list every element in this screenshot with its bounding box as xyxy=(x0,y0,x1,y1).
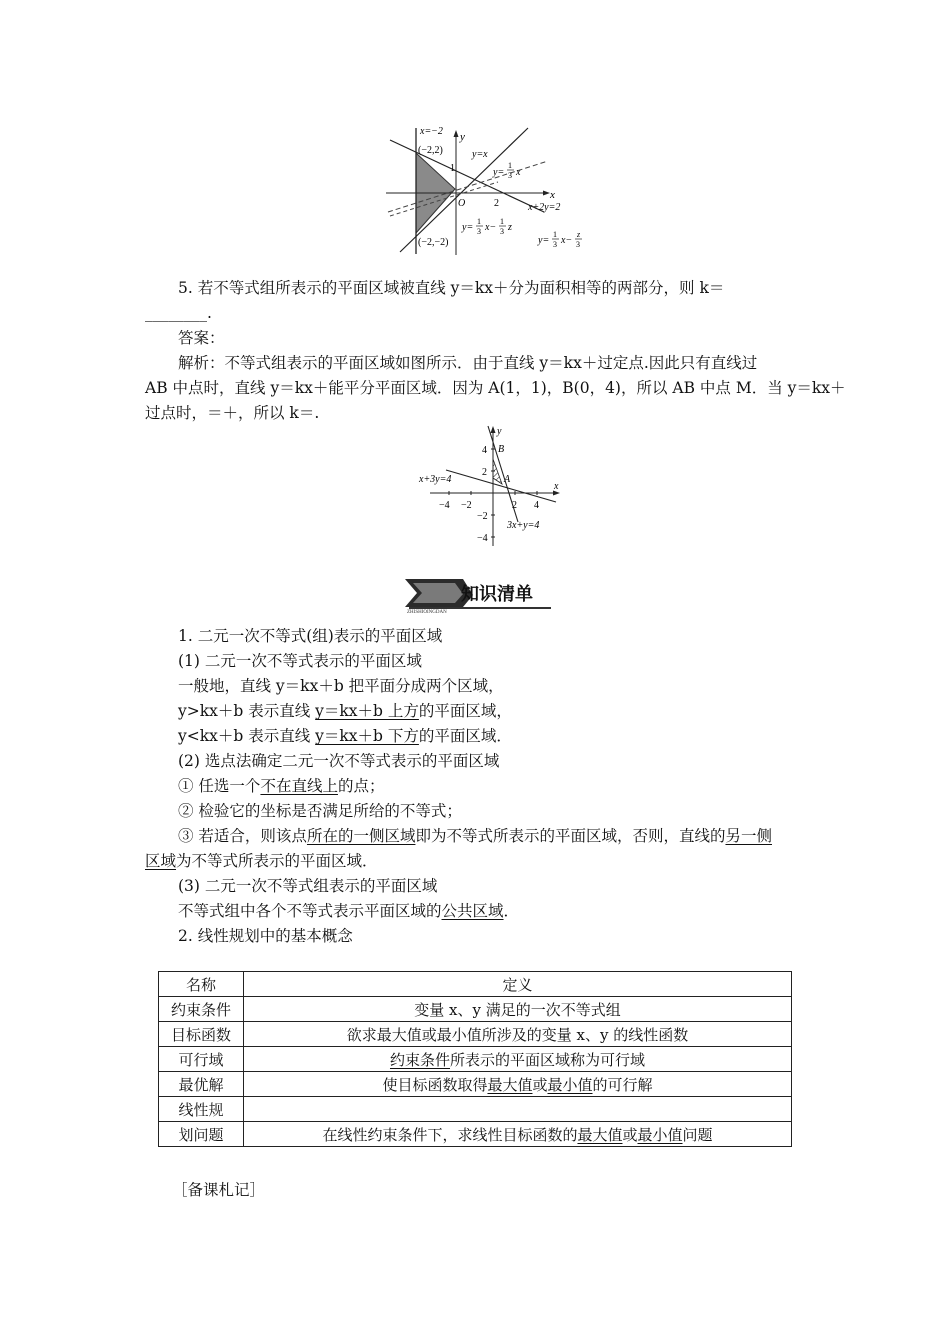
figure-feasible-region-2 xyxy=(418,422,568,552)
svg-text:(−2,−2): (−2,−2) xyxy=(418,237,449,248)
svg-text:B: B xyxy=(498,444,505,455)
banner-title: 知识清单 xyxy=(461,584,533,604)
table-row: 目标函数 欲求最大值或最小值所涉及的变量 x、y 的线性函数 xyxy=(159,1022,792,1047)
section1-sub1: (1) 二元一次不等式表示的平面区域 xyxy=(178,652,422,670)
section1-sub3: (3) 二元一次不等式组表示的平面区域 xyxy=(178,877,438,895)
section1-step2: ② 检验它的坐标是否满足所给的不等式； xyxy=(178,802,462,820)
svg-text:x−: x− xyxy=(485,222,497,233)
analysis-line-3: 过点时，＝＋，所以 k＝. xyxy=(145,404,320,422)
svg-text:1: 1 xyxy=(553,230,557,239)
svg-text:−4: −4 xyxy=(439,500,450,511)
section2-title: 2. 线性规划中的基本概念 xyxy=(178,927,353,945)
svg-text:x−: x− xyxy=(561,235,573,246)
svg-text:1: 1 xyxy=(500,217,504,226)
svg-text:2: 2 xyxy=(482,467,487,478)
section1-step1: ① 任选一个不在直线上的点； xyxy=(178,777,385,795)
svg-text:y: y xyxy=(460,131,465,143)
line-x-2y-2 xyxy=(390,140,544,212)
problem5-blank: ________. xyxy=(145,304,212,322)
svg-text:3x+y=4: 3x+y=4 xyxy=(507,520,540,531)
svg-text:y=: y= xyxy=(493,167,505,178)
svg-text:z: z xyxy=(508,222,512,233)
svg-text:4: 4 xyxy=(534,500,539,511)
svg-text:y=: y= xyxy=(538,235,550,246)
svg-text:z: z xyxy=(577,230,581,239)
svg-text:x: x xyxy=(554,481,559,492)
svg-text:x: x xyxy=(550,189,555,201)
svg-text:1: 1 xyxy=(450,163,455,174)
svg-text:1: 1 xyxy=(508,161,512,170)
banner-pinyin: ZHISHIQINGDAN xyxy=(407,610,447,613)
analysis-line-2: AB 中点时，直线 y＝kx＋能平分平面区域．因为 A(1，1)，B(0，4)，所以 AB 中点 M．当 y＝kx＋ xyxy=(145,379,846,397)
svg-text:A: A xyxy=(504,474,511,485)
svg-text:3: 3 xyxy=(477,227,481,236)
svg-text:4: 4 xyxy=(482,445,487,456)
svg-text:3: 3 xyxy=(508,171,512,180)
section-banner xyxy=(403,573,555,613)
underline-above: y＝kx＋b 上方 xyxy=(315,702,419,720)
svg-text:−4: −4 xyxy=(477,533,488,544)
svg-text:1: 1 xyxy=(477,217,481,226)
svg-text:y: y xyxy=(497,426,502,437)
table-row: 可行域 约束条件所表示的平面区域称为可行域 xyxy=(159,1047,792,1072)
table-row: 线性规 xyxy=(159,1097,792,1122)
svg-text:(−2,2): (−2,2) xyxy=(418,145,443,156)
section1-general: 一般地，直线 y＝kx＋b 把平面分成两个区域， xyxy=(178,677,504,695)
dashed-line-1 xyxy=(388,161,548,212)
svg-text:2: 2 xyxy=(494,198,499,209)
section1-lt-line: y<kx＋b 表示直线 y＝kx＋b 下方的平面区域． xyxy=(178,727,512,745)
svg-text:3: 3 xyxy=(553,240,557,249)
problem5-question: 5. 若不等式组所表示的平面区域被直线 y＝kx＋分为面积相等的两部分，则 k＝ xyxy=(178,279,725,297)
section1-gt-line: y>kx＋b 表示直线 y＝kx＋b 上方的平面区域， xyxy=(178,702,512,720)
table-header-row: 名称 定义 xyxy=(159,972,792,997)
svg-text:x: x xyxy=(516,167,521,178)
section1-sub3-text: 不等式组中各个不等式表示平面区域的公共区域． xyxy=(178,902,520,920)
section1-step3: ③ 若适合，则该点所在的一侧区域即为不等式所表示的平面区域，否则，直线的另一侧 xyxy=(178,827,772,845)
table-row: 最优解 使目标函数取得最大值或最小值的可行解 xyxy=(159,1072,792,1097)
line-x-3y-4 xyxy=(446,470,556,502)
svg-text:y=x: y=x xyxy=(472,149,488,160)
table-row: 约束条件 变量 x、y 满足的一次不等式组 xyxy=(159,997,792,1022)
svg-text:x=−2: x=−2 xyxy=(420,126,443,137)
answer-label: 答案： xyxy=(178,329,225,347)
concept-table xyxy=(158,971,792,1147)
banner-graphic xyxy=(403,573,555,613)
figure-feasible-region-1 xyxy=(378,120,608,260)
section1-title: 1. 二元一次不等式(组)表示的平面区域 xyxy=(178,627,443,645)
svg-text:−2: −2 xyxy=(461,500,472,511)
svg-text:x+2y=2: x+2y=2 xyxy=(528,202,561,213)
svg-text:3: 3 xyxy=(576,240,580,249)
notes-label: ［备课札记］ xyxy=(172,1181,266,1199)
analysis-line-1: 解析：不等式组表示的平面区域如图所示．由于直线 y＝kx＋过定点.因此只有直线过 xyxy=(178,354,758,372)
svg-text:−2: −2 xyxy=(477,511,488,522)
svg-text:3: 3 xyxy=(500,227,504,236)
svg-text:x+3y=4: x+3y=4 xyxy=(419,474,452,485)
section1-step3-cont: 区域为不等式所表示的平面区域． xyxy=(145,852,378,870)
svg-text:2: 2 xyxy=(512,500,517,511)
svg-text:y=: y= xyxy=(462,222,474,233)
table-row: 划问题 在线性约束条件下，求线性目标函数的最大值或最小值问题 xyxy=(159,1122,792,1147)
section1-sub2: (2) 选点法确定二元一次不等式表示的平面区域 xyxy=(178,752,500,770)
svg-text:O: O xyxy=(458,198,466,209)
underline-below: y＝kx＋b 下方 xyxy=(315,727,419,745)
